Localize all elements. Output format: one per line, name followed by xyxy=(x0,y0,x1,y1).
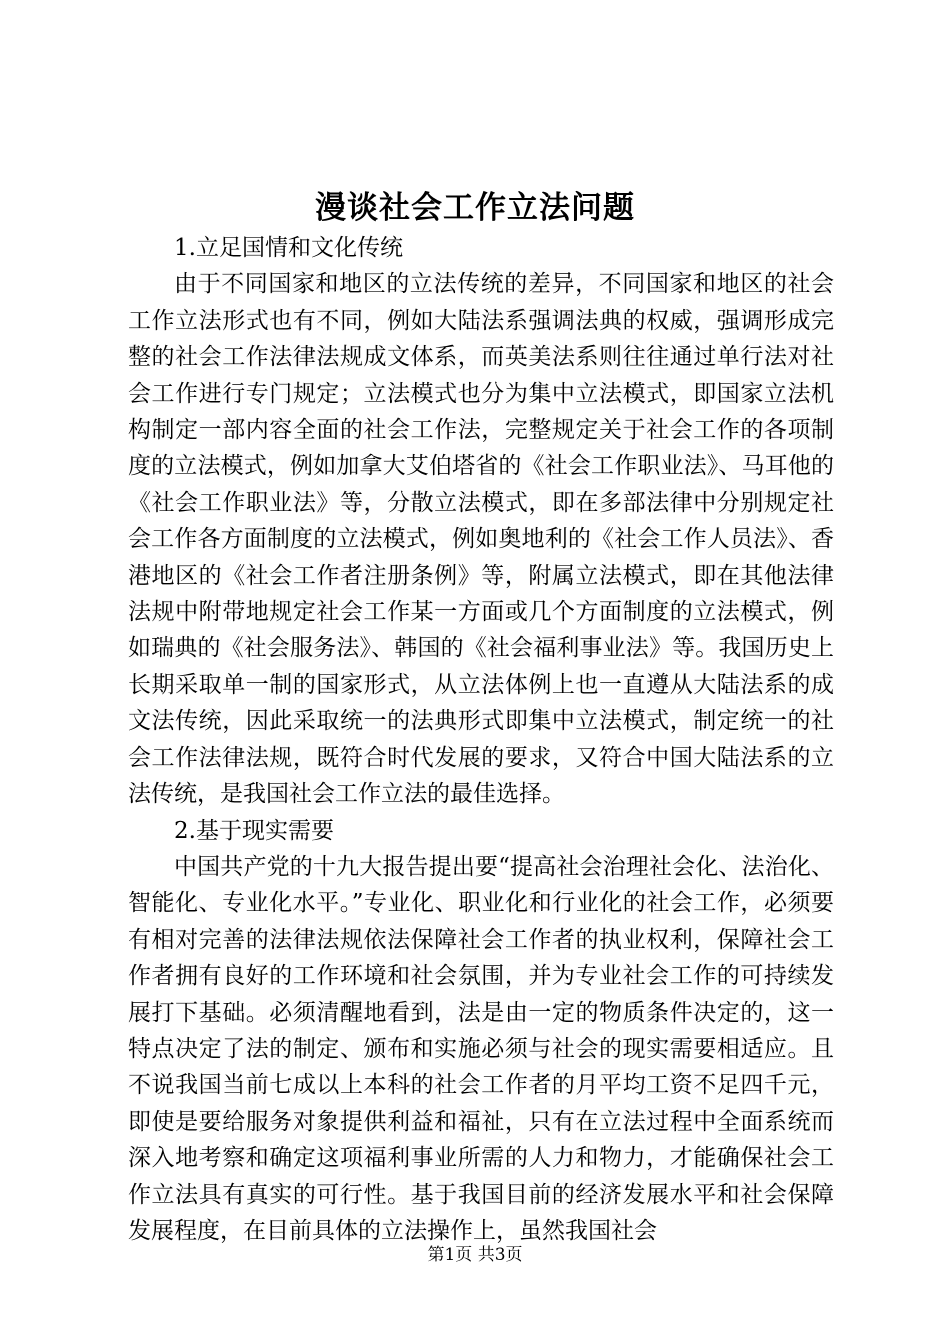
section-heading-1: 1.立足国情和文化传统 xyxy=(174,235,403,261)
section-paragraph-2: 中国共产党的十九大报告提出要“提高社会治理社会化、法治化、智能化、专业化水平。”专业化、职业化和行业化的社会工作，必须要有相对完善的法律法规依法保障社会工作者的执业权利，保障社会工作者拥有良好的工作环境和社会氛围，并为专业社会工作的可持续发展打下基础。必须清醒地看到，法是由一定的物质条件决定的，这一特点决定了法的制定、颁布和实施必须与社会的现实需要相适应。且不说我国当前七成以上本科的社会工作者的月平均工资不足四千元，即使是要给服务对象提供利益和福祉，只有在立法过程中全面系统而深入地考察和确定这项福利事业所需的人力和物力，才能确保社会工作立法具有真实的可行性。基于我国目前的经济发展水平和社会保障发展程度，在目前具体的立法操作上，虽然我国社会 xyxy=(128,853,834,1244)
section-paragraph-1: 由于不同国家和地区的立法传统的差异，不同国家和地区的社会工作立法形式也有不同，例如大陆法系强调法典的权威，强调形成完整的社会工作法律法规成文体系，而英美法系则往往通过单行法对社会工作进行专门规定；立法模式也分为集中立法模式，即国家立法机构制定一部内容全面的社会工作法，完整规定关于社会工作的各项制度的立法模式，例如加拿大艾伯塔省的《社会工作职业法》、马耳他的《社会工作职业法》等，分散立法模式，即在多部法律中分别规定社会工作各方面制度的立法模式，例如奥地利的《社会工作人员法》、香港地区的《社会工作者注册条例》等，附属立法模式，即在其他法律法规中附带地规定社会工作某一方面或几个方面制度的立法模式，例如瑞典的《社会服务法》、韩国的《社会福利事业法》等。我国历史上长期采取单一制的国家形式，从立法体例上也一直遵从大陆法系的成文法传统，因此采取统一的法典形式即集中立法模式，制定统一的社会工作法律法规，既符合时代发展的要求，又符合中国大陆法系的立法传统，是我国社会工作立法的最佳选择。 xyxy=(128,271,834,808)
page-footer: 第1页 共3页 xyxy=(427,1245,523,1265)
document-body xyxy=(128,230,834,1249)
document-title: 漫谈社会工作立法问题 xyxy=(315,190,635,226)
section-heading-2: 2.基于现实需要 xyxy=(174,817,334,844)
